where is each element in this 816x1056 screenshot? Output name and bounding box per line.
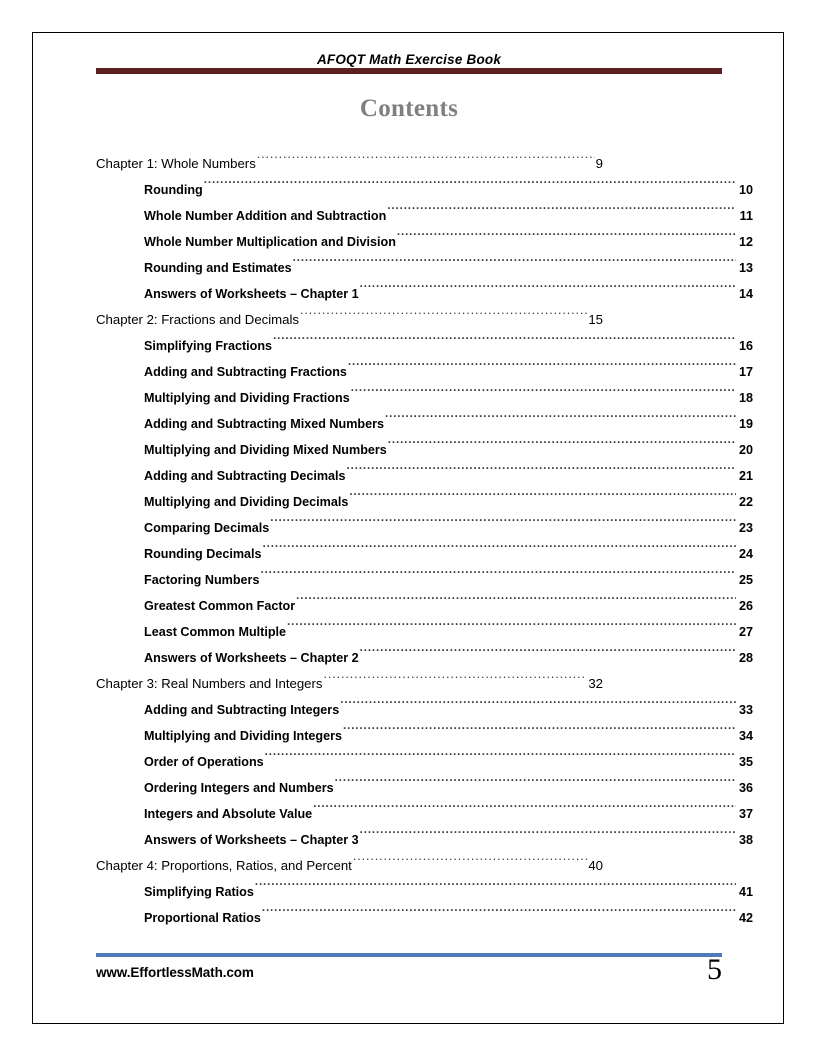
toc-row-label: Answers of Worksheets – Chapter 2 bbox=[144, 651, 359, 665]
toc-entry-row[interactable] bbox=[96, 541, 756, 567]
toc-row-page-number: 10 bbox=[738, 183, 753, 197]
toc-row-inner bbox=[144, 463, 753, 489]
toc-dot-leader bbox=[340, 701, 736, 714]
toc-row-inner bbox=[144, 515, 753, 541]
toc-entry-row[interactable] bbox=[96, 411, 756, 437]
toc-entry-row[interactable] bbox=[96, 905, 756, 931]
toc-row-page-number: 20 bbox=[738, 443, 753, 457]
toc-row-inner bbox=[144, 203, 753, 229]
toc-dot-leader bbox=[296, 597, 736, 610]
toc-dot-leader bbox=[335, 779, 736, 792]
toc-row-inner bbox=[144, 827, 753, 853]
toc-row-inner bbox=[144, 359, 753, 385]
toc-dot-leader bbox=[348, 363, 736, 376]
page-frame bbox=[32, 32, 784, 1024]
toc-entry-row[interactable] bbox=[96, 775, 756, 801]
toc-row-page-number: 37 bbox=[738, 807, 753, 821]
toc-entry-row[interactable] bbox=[96, 619, 756, 645]
toc-entry-row[interactable] bbox=[96, 593, 756, 619]
toc-row-page-number: 23 bbox=[738, 521, 753, 535]
toc-entry-row[interactable] bbox=[96, 203, 756, 229]
toc-dot-leader bbox=[270, 519, 736, 532]
toc-row-page-number: 18 bbox=[738, 391, 753, 405]
toc-row-page-number: 27 bbox=[738, 625, 753, 639]
toc-row-page-number: 21 bbox=[738, 469, 753, 483]
header-rule bbox=[96, 68, 722, 74]
toc-row-label: Multiplying and Dividing Integers bbox=[144, 729, 343, 743]
toc-dot-leader bbox=[387, 207, 736, 220]
toc-row-label: Adding and Subtracting Integers bbox=[144, 703, 340, 717]
toc-dot-leader bbox=[265, 753, 736, 766]
toc-row-inner bbox=[144, 281, 753, 307]
toc-row-inner bbox=[144, 619, 753, 645]
toc-dot-leader bbox=[397, 233, 736, 246]
toc-row-label: Simplifying Ratios bbox=[144, 885, 254, 899]
toc-dot-leader bbox=[313, 805, 736, 818]
toc-dot-leader bbox=[385, 415, 736, 428]
toc-row-label: Chapter 2: Fractions and Decimals bbox=[96, 312, 300, 327]
toc-row-inner bbox=[144, 593, 753, 619]
toc-row-page-number: 34 bbox=[738, 729, 753, 743]
toc-row-label: Rounding bbox=[144, 183, 203, 197]
running-header bbox=[96, 51, 722, 69]
toc-entry-row[interactable] bbox=[96, 333, 756, 359]
toc-dot-leader bbox=[347, 467, 736, 480]
toc-row-inner bbox=[96, 151, 603, 177]
toc-row-inner bbox=[96, 307, 603, 333]
toc-dot-leader bbox=[351, 389, 736, 402]
toc-row-label: Multiplying and Dividing Mixed Numbers bbox=[144, 443, 387, 457]
table-of-contents bbox=[96, 151, 756, 931]
toc-dot-leader bbox=[287, 623, 736, 636]
toc-entry-row[interactable] bbox=[96, 229, 756, 255]
toc-dot-leader bbox=[257, 155, 595, 168]
toc-row-page-number: 9 bbox=[595, 156, 603, 171]
toc-row-label: Answers of Worksheets – Chapter 3 bbox=[144, 833, 359, 847]
toc-row-inner bbox=[96, 853, 603, 879]
toc-row-page-number: 12 bbox=[738, 235, 753, 249]
toc-row-inner bbox=[144, 437, 753, 463]
toc-row-page-number: 15 bbox=[588, 312, 603, 327]
toc-entry-row[interactable] bbox=[96, 255, 756, 281]
toc-row-label: Greatest Common Factor bbox=[144, 599, 296, 613]
toc-dot-leader bbox=[300, 311, 587, 324]
toc-row-inner bbox=[144, 385, 753, 411]
toc-dot-leader bbox=[262, 909, 736, 922]
toc-row-page-number: 11 bbox=[739, 209, 753, 223]
toc-row-inner bbox=[144, 255, 753, 281]
footer-rule bbox=[96, 953, 722, 957]
toc-row-inner bbox=[144, 801, 753, 827]
toc-entry-row[interactable] bbox=[96, 385, 756, 411]
toc-entry-row[interactable] bbox=[96, 827, 756, 853]
toc-entry-row[interactable] bbox=[96, 801, 756, 827]
toc-row-inner bbox=[144, 541, 753, 567]
toc-dot-leader bbox=[343, 727, 736, 740]
toc-row-label: Factoring Numbers bbox=[144, 573, 260, 587]
toc-dot-leader bbox=[349, 493, 736, 506]
toc-row-label: Order of Operations bbox=[144, 755, 264, 769]
toc-row-label: Ordering Integers and Numbers bbox=[144, 781, 334, 795]
toc-row-page-number: 38 bbox=[738, 833, 753, 847]
toc-dot-leader bbox=[324, 675, 588, 688]
toc-row-page-number: 40 bbox=[588, 858, 603, 873]
footer-website: www.EffortlessMath.com bbox=[96, 965, 254, 980]
toc-row-label: Answers of Worksheets – Chapter 1 bbox=[144, 287, 359, 301]
toc-row-label: Least Common Multiple bbox=[144, 625, 287, 639]
toc-row-label: Rounding and Estimates bbox=[144, 261, 292, 275]
toc-row-inner bbox=[144, 177, 753, 203]
toc-row-label: Simplifying Fractions bbox=[144, 339, 273, 353]
toc-row-label: Rounding Decimals bbox=[144, 547, 262, 561]
toc-row-label: Integers and Absolute Value bbox=[144, 807, 313, 821]
toc-row-page-number: 26 bbox=[738, 599, 753, 613]
toc-dot-leader bbox=[204, 181, 736, 194]
toc-row-inner bbox=[144, 905, 753, 931]
toc-chapter-row[interactable] bbox=[96, 151, 756, 177]
toc-row-label: Proportional Ratios bbox=[144, 911, 261, 925]
toc-entry-row[interactable] bbox=[96, 749, 756, 775]
toc-row-label: Chapter 1: Whole Numbers bbox=[96, 156, 256, 171]
toc-dot-leader bbox=[360, 285, 736, 298]
toc-row-label: Adding and Subtracting Decimals bbox=[144, 469, 346, 483]
toc-dot-leader bbox=[388, 441, 736, 454]
toc-row-label: Whole Number Multiplication and Division bbox=[144, 235, 396, 249]
toc-row-page-number: 22 bbox=[738, 495, 753, 509]
toc-row-page-number: 33 bbox=[738, 703, 753, 717]
footer-page-number: 5 bbox=[707, 953, 722, 986]
toc-row-page-number: 17 bbox=[738, 365, 753, 379]
toc-row-inner bbox=[144, 879, 753, 905]
toc-row-inner bbox=[144, 411, 753, 437]
toc-row-page-number: 25 bbox=[738, 573, 753, 587]
toc-entry-row[interactable] bbox=[96, 645, 756, 671]
toc-entry-row[interactable] bbox=[96, 567, 756, 593]
page-title: Contents bbox=[359, 95, 459, 122]
toc-row-page-number: 35 bbox=[738, 755, 753, 769]
toc-row-label: Chapter 3: Real Numbers and Integers bbox=[96, 676, 323, 691]
toc-row-label: Whole Number Addition and Subtraction bbox=[144, 209, 387, 223]
toc-row-inner bbox=[144, 775, 753, 801]
toc-row-inner bbox=[144, 697, 753, 723]
toc-entry-row[interactable] bbox=[96, 359, 756, 385]
toc-row-label: Chapter 4: Proportions, Ratios, and Percent bbox=[96, 858, 352, 873]
toc-row-page-number: 14 bbox=[738, 287, 753, 301]
toc-entry-row[interactable] bbox=[96, 515, 756, 541]
toc-entry-row[interactable] bbox=[96, 879, 756, 905]
toc-row-inner bbox=[144, 645, 753, 671]
toc-entry-row[interactable] bbox=[96, 489, 756, 515]
toc-entry-row[interactable] bbox=[96, 177, 756, 203]
toc-entry-row[interactable] bbox=[96, 437, 756, 463]
toc-row-inner bbox=[144, 229, 753, 255]
toc-row-page-number: 19 bbox=[738, 417, 753, 431]
toc-row-page-number: 36 bbox=[738, 781, 753, 795]
toc-row-label: Multiplying and Dividing Decimals bbox=[144, 495, 349, 509]
toc-row-label: Multiplying and Dividing Fractions bbox=[144, 391, 350, 405]
toc-row-page-number: 42 bbox=[738, 911, 753, 925]
toc-dot-leader bbox=[263, 545, 736, 558]
toc-row-inner bbox=[144, 723, 753, 749]
toc-chapter-row[interactable] bbox=[96, 307, 756, 333]
toc-row-page-number: 28 bbox=[738, 651, 753, 665]
toc-row-inner bbox=[144, 749, 753, 775]
toc-entry-row[interactable] bbox=[96, 281, 756, 307]
toc-entry-row[interactable] bbox=[96, 697, 756, 723]
toc-chapter-row[interactable] bbox=[96, 853, 756, 879]
toc-row-label: Adding and Subtracting Fractions bbox=[144, 365, 347, 379]
toc-dot-leader bbox=[255, 883, 736, 896]
toc-row-page-number: 32 bbox=[588, 676, 603, 691]
toc-row-inner bbox=[96, 671, 603, 697]
toc-row-label: Comparing Decimals bbox=[144, 521, 270, 535]
toc-row-inner bbox=[144, 567, 753, 593]
toc-row-inner bbox=[144, 333, 753, 359]
toc-dot-leader bbox=[360, 649, 736, 662]
toc-row-label: Adding and Subtracting Mixed Numbers bbox=[144, 417, 384, 431]
toc-dot-leader bbox=[260, 571, 736, 584]
toc-dot-leader bbox=[273, 337, 736, 350]
toc-row-page-number: 41 bbox=[738, 885, 753, 899]
toc-dot-leader bbox=[353, 857, 587, 870]
toc-chapter-row[interactable] bbox=[96, 671, 756, 697]
toc-entry-row[interactable] bbox=[96, 463, 756, 489]
toc-row-inner bbox=[144, 489, 753, 515]
toc-entry-row[interactable] bbox=[96, 723, 756, 749]
toc-row-page-number: 24 bbox=[738, 547, 753, 561]
toc-row-page-number: 13 bbox=[738, 261, 753, 275]
running-header-title: AFOQT Math Exercise Book bbox=[316, 52, 502, 67]
toc-dot-leader bbox=[360, 831, 736, 844]
toc-dot-leader bbox=[293, 259, 736, 272]
toc-row-page-number: 16 bbox=[738, 339, 753, 353]
